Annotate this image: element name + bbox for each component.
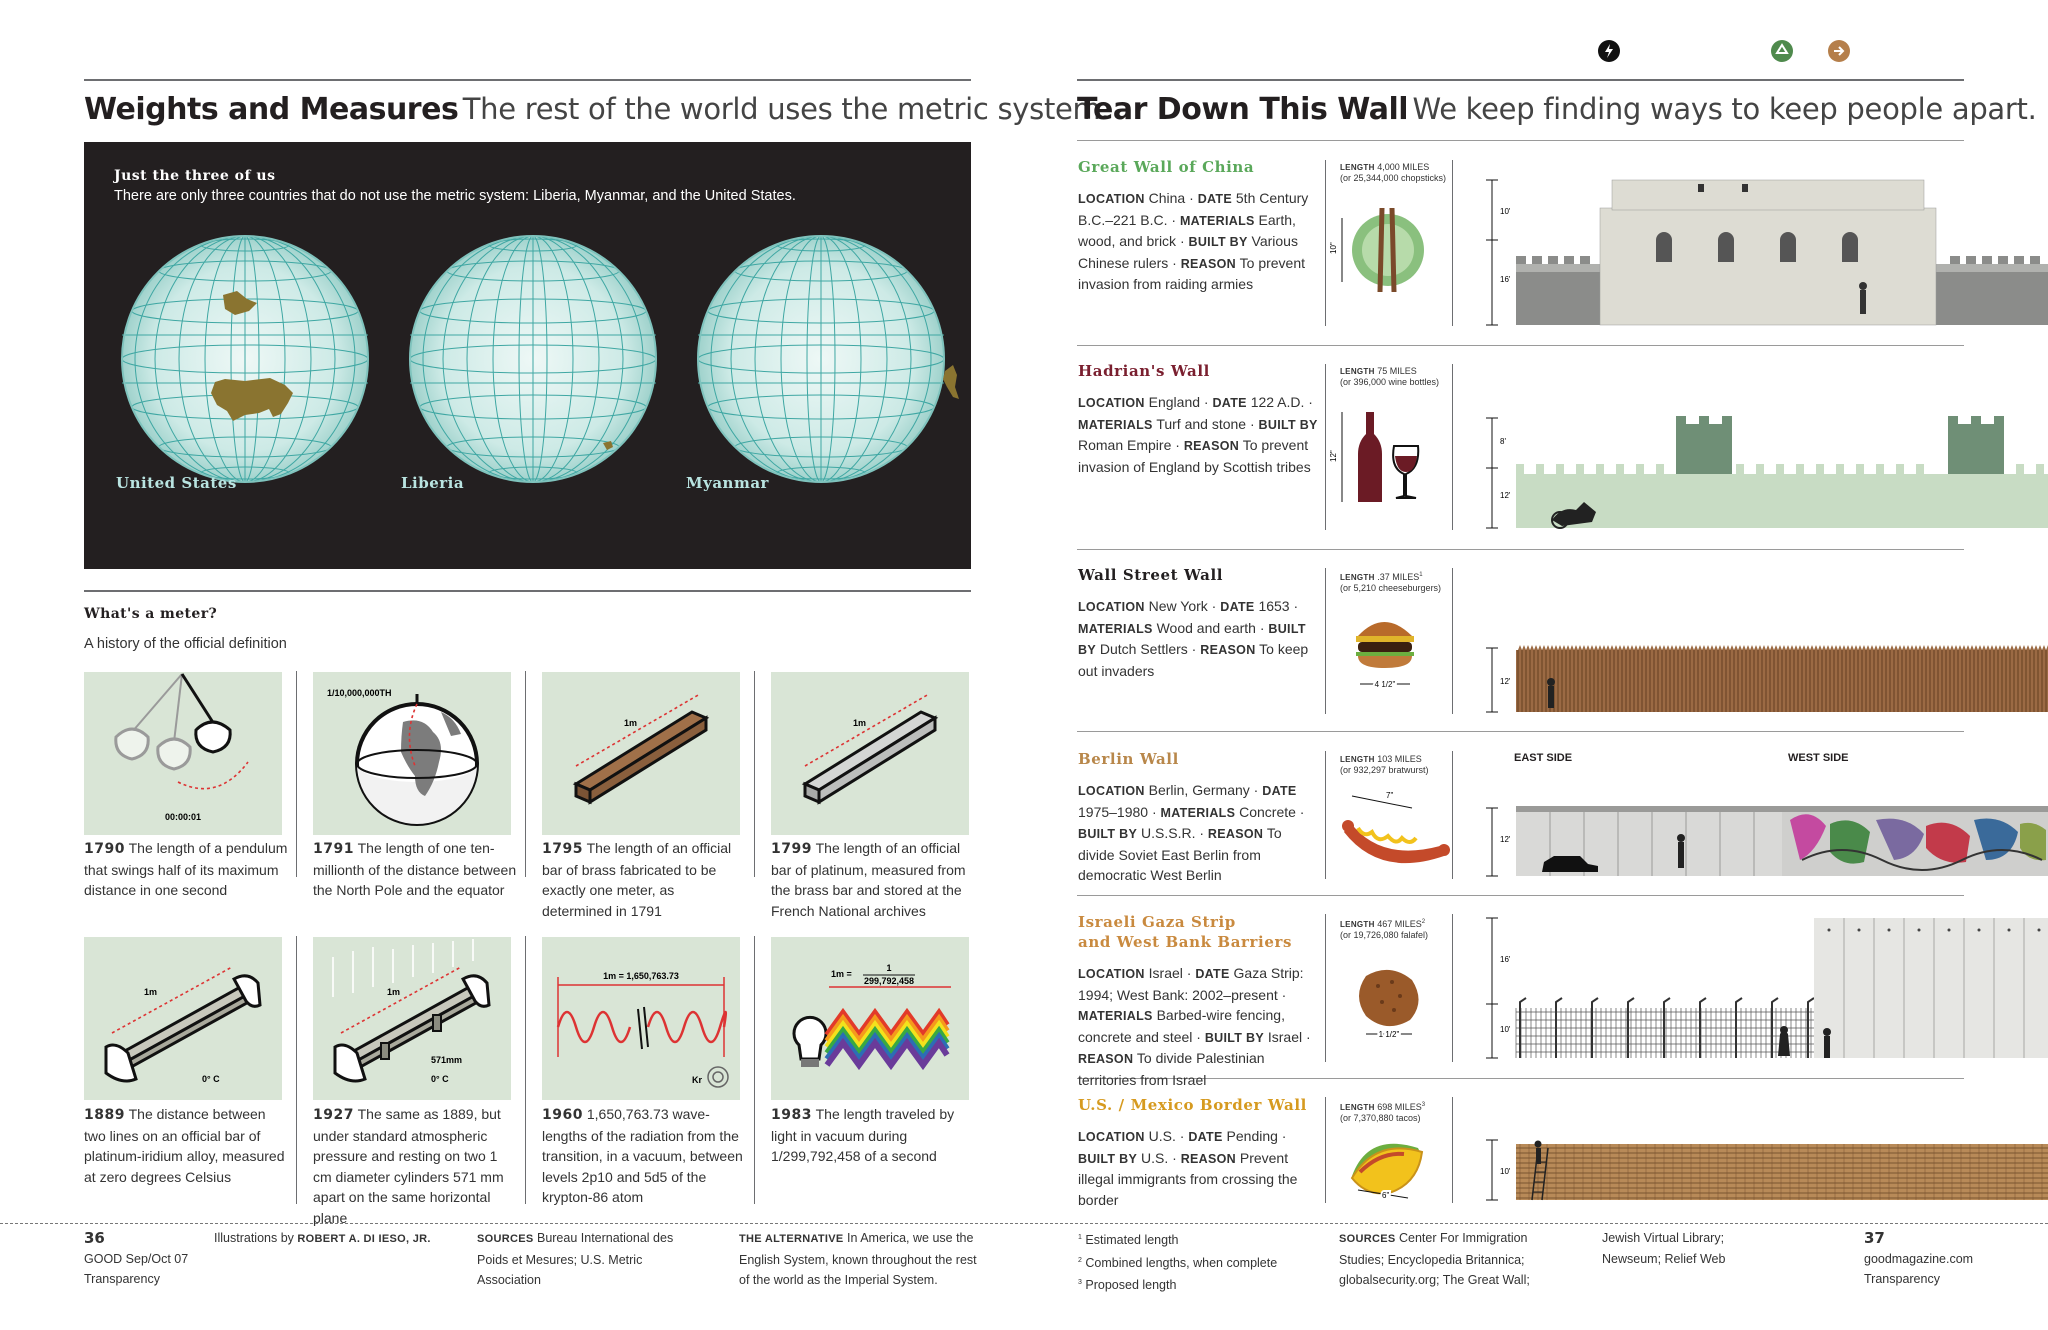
website: goodmagazine.com [1864, 1251, 1974, 1266]
panel-title: Just the three of us [114, 168, 276, 184]
wall-desc-great-wall: LOCATION China · DATE 5th Century B.C.–221 B.C. · MATERIALS Earth, wood, and brick · BUILT BY Various Chinese rulers · REASON To prevent invasion from raiding armies [1078, 190, 1309, 292]
caption-text: The length of an official bar of brass fabricated to be exactly one meter, as determined in 1791 [542, 840, 732, 919]
tile-label: Kr [692, 1075, 703, 1085]
value: Roman Empire [1078, 437, 1172, 453]
icon-dimension: 4 1/2" [1374, 680, 1396, 689]
tile-label: 1m [624, 718, 638, 728]
col-sep [1452, 160, 1453, 326]
row-rule [1077, 140, 1964, 141]
caption-1795 [542, 838, 747, 921]
berlin-wall-illustration [1480, 800, 2048, 880]
value: 103 MILES [1377, 754, 1422, 764]
label: LOCATION [1078, 784, 1145, 798]
row-rule [1077, 731, 1964, 732]
tile-1960-krypton-wave [542, 937, 740, 1100]
col-sep [525, 671, 526, 877]
label: LOCATION [1078, 1130, 1145, 1144]
tile-label: 00:00:01 [164, 812, 202, 822]
footer-illustrations [214, 1228, 454, 1250]
value: U.S.S.R. [1141, 825, 1196, 841]
meter-subtitle: A history of the official definition [84, 636, 287, 652]
col-sep [1452, 364, 1453, 530]
footer-right-folio [1864, 1228, 1984, 1290]
caption-year: 1889 [84, 1107, 125, 1123]
label: BUILT BY [1078, 827, 1138, 841]
label: LENGTH [1340, 163, 1375, 172]
label: REASON [1200, 643, 1256, 657]
footer-sources-right-cont [1602, 1228, 1742, 1269]
section-name: Transparency [1864, 1272, 1940, 1286]
tile-1791-globe [313, 672, 511, 835]
globe-liberia [410, 236, 656, 482]
scale-label: 12' [1500, 835, 1511, 844]
col-sep [296, 671, 297, 877]
tile-label: 1m [387, 987, 401, 997]
bratwurst-icon [1330, 782, 1450, 882]
illus-label: Illustrations by [214, 1231, 294, 1245]
arrow-icon [1828, 40, 1850, 62]
label: LOCATION [1078, 396, 1145, 410]
icon-dimension: 7" [1386, 791, 1394, 800]
east-side-label: EAST SIDE [1514, 752, 1573, 764]
wall-title-line: and West Bank Barriers [1078, 933, 1293, 951]
value: Barbed-wire fencing, concrete and steel [1078, 1007, 1285, 1045]
wall-title-hadrians-wall: Hadrian's Wall [1078, 362, 1210, 380]
caption-1983 [771, 1104, 976, 1167]
value: China [1148, 190, 1186, 206]
wall-title-berlin-wall: Berlin Wall [1078, 750, 1179, 768]
footnote-text: Combined lengths, when complete [1085, 1255, 1278, 1270]
wall-title-line: Israeli Gaza Strip [1078, 913, 1236, 931]
globe-label-us: United States [116, 474, 237, 492]
caption-1791 [313, 838, 518, 901]
label: REASON [1207, 827, 1264, 841]
footnote-mark: 3 [1421, 1102, 1426, 1108]
value: 5th Century B.C.–221 B.C. [1078, 190, 1309, 228]
label: MATERIALS [1179, 213, 1255, 228]
col-sep [1325, 914, 1326, 1062]
length-us-mexico [1340, 1100, 1425, 1124]
sources-label: SOURCES [477, 1233, 534, 1245]
footer-sources-left [477, 1228, 702, 1291]
israeli-barrier-illustration [1480, 912, 2048, 1062]
value: (or 5,210 cheeseburgers) [1340, 583, 1442, 593]
footer-sources-right [1339, 1228, 1569, 1291]
right-header [1077, 92, 2037, 127]
caption-year: 1983 [771, 1107, 812, 1123]
wall-desc-hadrians-wall: LOCATION England · DATE 122 A.D. · MATERIALS Turf and stone · BUILT BY Roman Empire · REASON To prevent invasion of England by Scottish tribes [1078, 394, 1318, 475]
illus-name: ROBERT A. DI IESO, JR. [297, 1233, 431, 1245]
caption-1790 [84, 838, 289, 901]
caption-text: The length of a pendulum that swings half of its maximum distance in one second [84, 840, 288, 898]
tile-label: 0° C [202, 1074, 220, 1084]
value: 1653 [1258, 598, 1290, 614]
value: 75 MILES [1377, 366, 1417, 376]
sources-label: SOURCES [1339, 1233, 1396, 1245]
label: MATERIALS [1160, 805, 1236, 820]
value: England [1148, 394, 1201, 410]
globe-label-myanmar: Myanmar [686, 474, 769, 492]
label: LOCATION [1078, 967, 1145, 981]
wall-title-great-wall: Great Wall of China [1078, 158, 1255, 176]
alt-text: In America, we use the English System, known throughout the rest of the world as the Imperial System. [739, 1231, 977, 1287]
tile-label: 1m [853, 718, 867, 728]
value: To divide Palestinian territories from Israel [1078, 1050, 1265, 1088]
falafel-icon [1330, 956, 1450, 1056]
value: Wood and earth [1156, 619, 1256, 636]
wall-desc-berlin-wall: LOCATION Berlin, Germany · DATE 1975–1980 · MATERIALS Concrete · BUILT BY U.S.S.R. · REASON To divide Soviet East Berlin from democratic West Berlin [1078, 782, 1305, 883]
wall-title-israeli-barriers [1078, 912, 1292, 952]
value: Turf and stone [1156, 415, 1247, 432]
tile-label: 1m [144, 987, 158, 997]
wall-title-us-mexico: U.S. / Mexico Border Wall [1078, 1096, 1307, 1114]
value: U.S. [1148, 1128, 1176, 1144]
left-header [84, 92, 1109, 127]
col-sep [754, 671, 755, 877]
col-sep [525, 936, 526, 1204]
length-israeli-barriers [1340, 917, 1428, 941]
label: MATERIALS [1078, 621, 1153, 636]
row-rule [1077, 895, 1964, 896]
label: REASON [1180, 256, 1236, 271]
value: Dutch Settlers [1099, 641, 1188, 657]
wall-title-wall-street-wall: Wall Street Wall [1078, 566, 1224, 584]
label: REASON [1183, 439, 1240, 453]
footer-rule [0, 1223, 2048, 1224]
label: LOCATION [1078, 192, 1145, 206]
icon-dimension: 1 1/2" [1378, 1030, 1400, 1039]
label: BUILT BY [1078, 621, 1306, 657]
footnote-text: Proposed length [1085, 1278, 1177, 1293]
caption-year: 1791 [313, 841, 354, 857]
globe-united-states [122, 236, 368, 482]
length-wall-street-wall [1340, 570, 1441, 594]
caption-1889 [84, 1104, 289, 1187]
value: Israel [1148, 965, 1183, 981]
scale-label: 12' [1500, 491, 1511, 500]
value: To divide Soviet East Berlin from democratic West Berlin [1078, 825, 1282, 883]
panel-subtitle: There are only three countries that do not use the metric system: Liberia, Myanmar, and the United States. [114, 188, 796, 204]
label: LENGTH [1340, 1103, 1375, 1112]
label: LENGTH [1340, 367, 1375, 376]
caption-year: 1799 [771, 841, 812, 857]
section-name: Transparency [84, 1272, 160, 1286]
chopsticks-icon [1330, 196, 1450, 296]
right-header-title: Tear Down This Wall [1077, 92, 1409, 127]
value: To prevent invasion from raiding armies [1078, 254, 1306, 292]
tile-label: 0° C [431, 1074, 449, 1084]
caption-1960 [542, 1104, 747, 1208]
value: U.S. [1141, 1149, 1169, 1166]
cheeseburger-icon [1330, 606, 1450, 696]
us-mexico-wall-illustration [1480, 1134, 2048, 1204]
tile-label: 1m = [831, 969, 852, 979]
value: Prevent illegal immigrants from crossing the border [1078, 1149, 1298, 1208]
left-header-title: Weights and Measures [84, 92, 459, 127]
footer-left-folio [84, 1228, 204, 1290]
label: DATE [1212, 396, 1247, 410]
label: MATERIALS [1078, 417, 1153, 432]
length-hadrians-wall [1340, 366, 1439, 388]
page-number: 36 [84, 1229, 105, 1247]
value: Berlin, Germany [1148, 782, 1250, 798]
value: Various Chinese rulers [1078, 233, 1298, 271]
wall-desc-wall-street-wall: LOCATION New York · DATE 1653 · MATERIALS Wood and earth · BUILT BY Dutch Settlers · REASON To keep out invaders [1078, 598, 1309, 679]
label: LENGTH [1340, 755, 1375, 764]
value: (or 932,297 bratwurst) [1340, 765, 1429, 775]
caption-text: The length of an official bar of platinum, measured from the brass bar and stored at the French National archives [771, 840, 966, 919]
value: 467 MILES [1377, 919, 1422, 929]
label: DATE [1262, 784, 1297, 798]
col-sep [1452, 1097, 1453, 1203]
scale-label: 16' [1500, 275, 1511, 284]
caption-text: The distance between two lines on an official bar of platinum-iridium alloy, measured at zero degrees Celsius [84, 1106, 285, 1185]
caption-text: The same as 1889, but under standard atmospheric pressure and resting on two 1 cm diameter cylinders 571 mm apart on the same horizontal plane [313, 1106, 504, 1226]
caption-year: 1790 [84, 841, 125, 857]
footnote: $^2$ Combined lengths, when complete [1078, 1255, 1278, 1270]
row-rule [1077, 345, 1964, 346]
label: BUILT BY [1258, 417, 1318, 432]
col-sep [1325, 568, 1326, 714]
scale-label: 8' [1500, 437, 1506, 446]
value: New York [1148, 598, 1208, 614]
globe-label-liberia: Liberia [401, 474, 465, 492]
left-header-subtitle: The rest of the world uses the metric system. [462, 92, 1110, 126]
wall-desc-us-mexico: LOCATION U.S. · DATE Pending · BUILT BY U.S. · REASON Prevent illegal immigrants from crossing the border [1078, 1128, 1298, 1208]
label: LENGTH [1340, 920, 1375, 929]
label: MATERIALS [1078, 1009, 1153, 1023]
footer-alternative [739, 1228, 979, 1291]
icon-dimension: 12" [1329, 450, 1338, 462]
value: Concrete [1239, 803, 1296, 820]
caption-text: The length of one ten-millionth of the distance between the North Pole and the equator [313, 840, 517, 898]
meter-title: What's a meter? [84, 606, 218, 622]
value: 122 A.D. [1250, 394, 1305, 410]
value: (or 396,000 wine bottles) [1340, 377, 1440, 387]
magazine-issue: GOOD Sep/Oct 07 [84, 1251, 189, 1266]
value: .37 MILES [1377, 572, 1420, 582]
scale-label: 12' [1500, 677, 1511, 686]
col-sep [1325, 751, 1326, 879]
sources-text: Center For Immigration Studies; Encyclopedia Britannica; globalsecurity.org; The Great Wall; [1339, 1231, 1530, 1287]
label: REASON [1180, 1151, 1236, 1166]
header-rule [1077, 79, 1964, 81]
label: LENGTH [1340, 573, 1375, 582]
value: (or 7,370,880 tacos) [1340, 1113, 1421, 1123]
globes-svg [84, 142, 971, 569]
sources-text: Jewish Virtual Library; Newseum; Relief Web [1602, 1231, 1726, 1266]
scale-label: 16' [1500, 955, 1511, 964]
icon-dimension: 6" [1382, 1191, 1390, 1200]
row-rule [1077, 549, 1964, 550]
label: DATE [1197, 192, 1232, 206]
caption-text: 1,650,763.73 wave-lengths of the radiation from the transition, in a vacuum, between levels 2p10 and 5d5 of the krypton-86 atom [542, 1106, 743, 1205]
value: To prevent invasion of England by Scottish tribes [1078, 437, 1311, 475]
col-sep [754, 936, 755, 1204]
scale-label: 10' [1500, 1167, 1511, 1176]
col-sep [1325, 160, 1326, 326]
icon-dimension: 10" [1329, 242, 1338, 254]
right-header-subtitle: We keep finding ways to keep people apart. [1412, 92, 2037, 126]
value: (or 19,726,080 falafel) [1340, 930, 1429, 940]
tile-1927-cylinders [313, 937, 511, 1100]
footnote-text: Estimated length [1085, 1233, 1179, 1248]
sources-text: Bureau International des Poids et Mesures; U.S. Metric Association [477, 1231, 674, 1287]
col-sep [1452, 568, 1453, 714]
footnote: $^3$ Proposed length [1078, 1278, 1177, 1293]
length-great-wall [1340, 162, 1446, 184]
label: DATE [1195, 967, 1230, 981]
footnote-mark: 1 [1419, 572, 1423, 578]
label: BUILT BY [1188, 235, 1248, 249]
lightning-icon [1598, 40, 1620, 62]
col-sep [1452, 914, 1453, 1062]
label: REASON [1078, 1052, 1134, 1066]
caption-1799 [771, 838, 976, 921]
caption-year: 1927 [313, 1107, 354, 1123]
value: 698 MILES [1377, 1102, 1422, 1112]
scale-label: 10' [1500, 207, 1511, 216]
value: 4,000 MILES [1377, 162, 1430, 172]
great-wall-illustration [1480, 170, 2048, 330]
label: LOCATION [1078, 600, 1145, 614]
tile-1983-light [771, 937, 969, 1100]
label: BUILT BY [1204, 1030, 1264, 1045]
col-sep [296, 936, 297, 1204]
tile-label: 299,792,458 [863, 976, 915, 986]
tile-label: 1 [886, 963, 892, 973]
page-number: 37 [1864, 1229, 1885, 1247]
tile-1790-pendulum [84, 672, 282, 835]
value: To keep out invaders [1078, 641, 1309, 679]
header-rule [84, 79, 971, 81]
value: Pending [1226, 1128, 1278, 1144]
hadrians-wall-illustration [1480, 408, 2048, 532]
footer-notes [1078, 1228, 1298, 1296]
label: DATE [1188, 1130, 1223, 1144]
section-rule [84, 590, 971, 592]
value: Gaza Strip: 1994; West Bank: 2002–present [1078, 965, 1304, 1003]
value: Israel [1267, 1028, 1303, 1045]
tile-label: 1/10,000,000TH [327, 688, 392, 698]
caption-text: The length traveled by light in vacuum during 1/299,792,458 of a second [771, 1106, 955, 1164]
tile-label: 571mm [431, 1055, 463, 1065]
footnote-mark: 2 [1421, 919, 1426, 925]
tile-1795-brass-bar [542, 672, 740, 835]
wall-street-wall-illustration [1480, 640, 2048, 716]
caption-year: 1960 [542, 1107, 583, 1123]
alt-label: THE ALTERNATIVE [739, 1233, 844, 1245]
taco-icon [1330, 1124, 1450, 1204]
label: BUILT BY [1078, 1151, 1138, 1166]
tile-1799-platinum-bar [771, 672, 969, 835]
value: 1975–1980 [1078, 803, 1149, 820]
tile-1889-alloy-bar [84, 937, 282, 1100]
footnote: $^1$ Estimated length [1078, 1233, 1179, 1248]
length-berlin-wall [1340, 754, 1429, 776]
recycle-icon [1771, 40, 1793, 62]
tile-label: 1m = 1,650,763.73 [603, 971, 679, 981]
scale-label: 10' [1500, 1025, 1511, 1034]
caption-1927 [313, 1104, 518, 1228]
globe-myanmar [698, 236, 959, 482]
wall-desc-israeli-barriers: LOCATION Israel · DATE Gaza Strip: 1994; West Bank: 2002–present · MATERIALS Barbed-wire fencing, concrete and steel · BUILT BY Israel · REASON To divide Palestinian territories from Israel [1078, 965, 1311, 1088]
globe-panel [84, 142, 971, 569]
col-sep [1325, 1097, 1326, 1203]
wine-bottle-icon [1330, 406, 1450, 506]
col-sep [1452, 751, 1453, 879]
value: (or 25,344,000 chopsticks) [1340, 173, 1447, 183]
caption-year: 1795 [542, 841, 583, 857]
value: Earth, wood, and brick [1078, 211, 1296, 249]
west-side-label: WEST SIDE [1788, 752, 1849, 764]
label: DATE [1220, 600, 1255, 614]
col-sep [1325, 364, 1326, 530]
